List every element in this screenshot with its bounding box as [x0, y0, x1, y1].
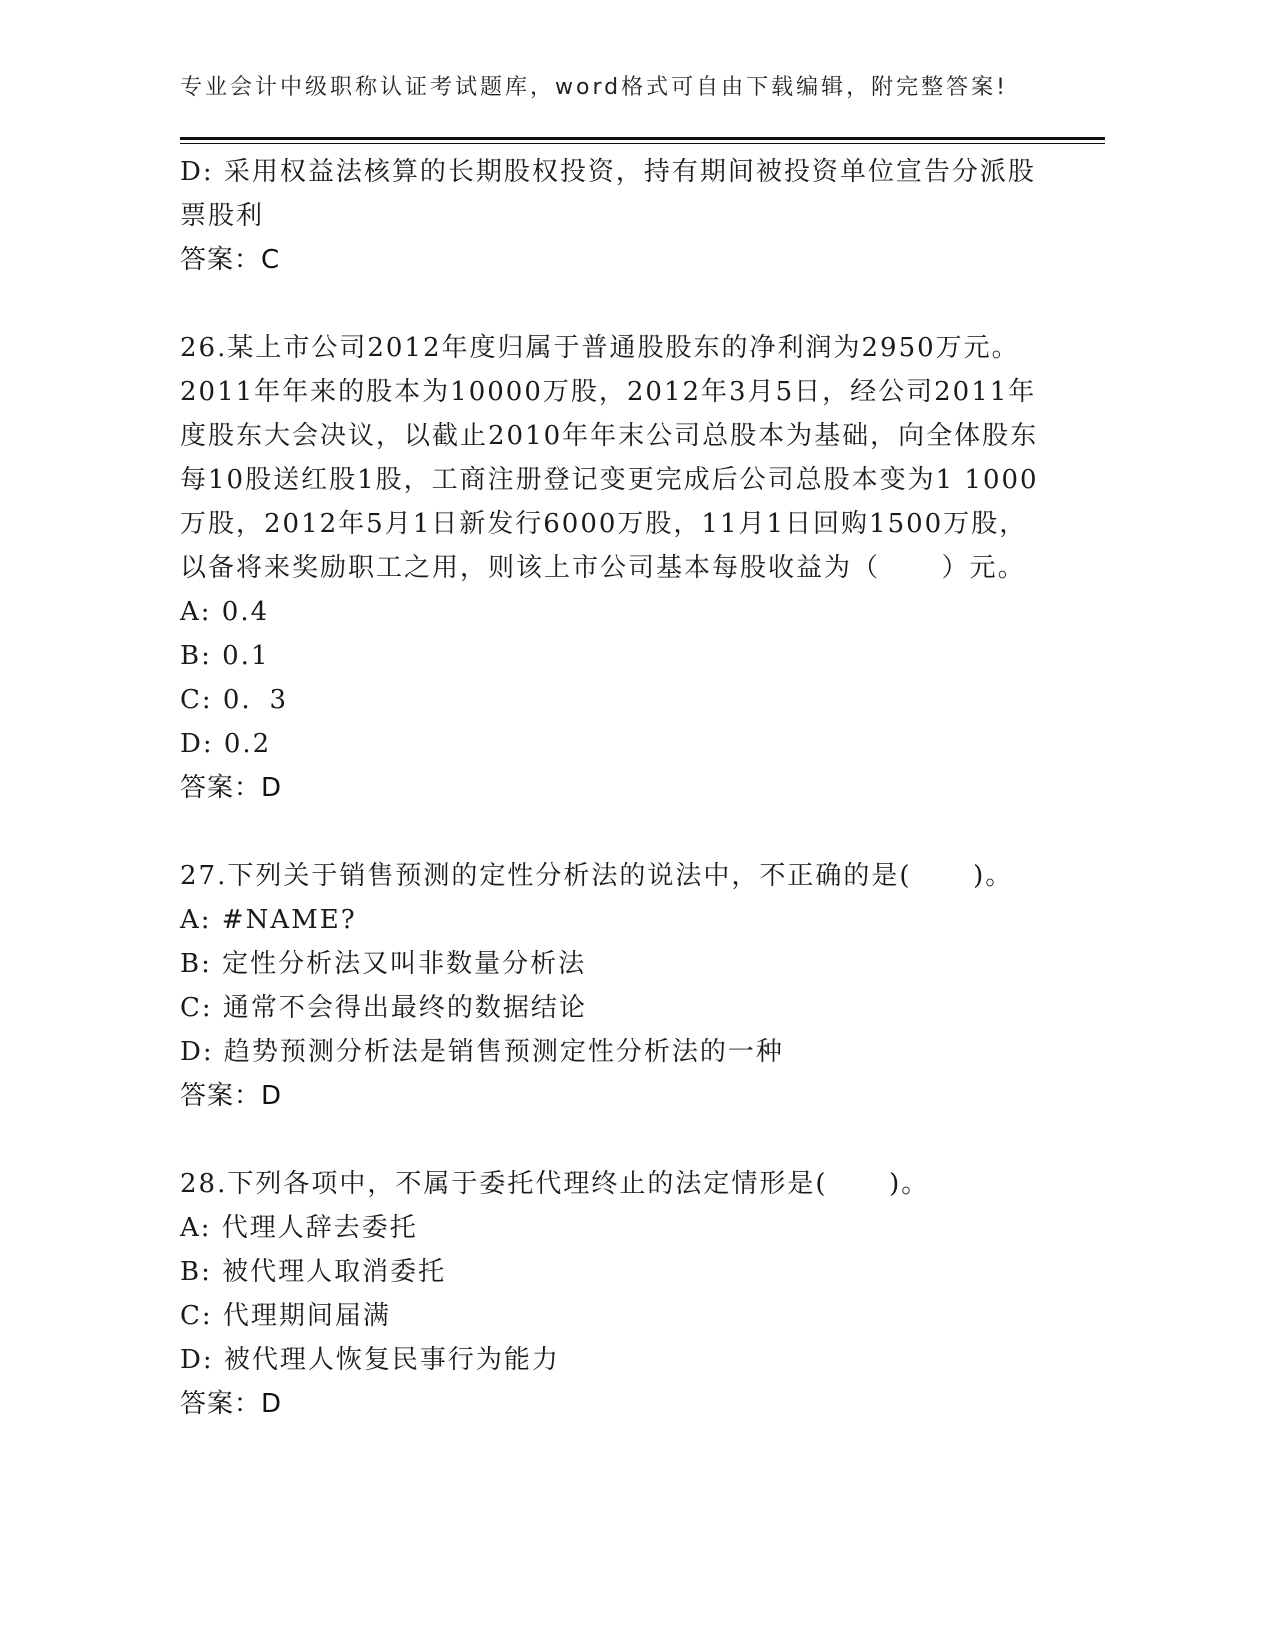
question-26 — [180, 326, 1060, 810]
option-c: C: 代理期间届满 — [180, 1301, 391, 1331]
spacer — [180, 810, 1060, 854]
question-stem-line: 以备将来奖励职工之用，则该上市公司基本每股收益为（ ）元。 — [180, 553, 1026, 583]
option-a: A: 代理人辞去委托 — [180, 1213, 418, 1243]
option-d: D: 被代理人恢复民事行为能力 — [180, 1345, 560, 1375]
option-c: C: 0．3 — [180, 685, 289, 715]
spacer — [180, 282, 1060, 326]
question-stem-line: 2011年年来的股本为10000万股，2012年3月5日，经公司2011年 — [180, 377, 1037, 407]
option-b: B: 定性分析法又叫非数量分析法 — [180, 949, 587, 979]
question-stem: 28.下列各项中，不属于委托代理终止的法定情形是( )。 — [180, 1169, 930, 1199]
option-a: A: 0.4 — [180, 597, 270, 627]
header-rule-thin — [180, 143, 1105, 144]
question-stem-line: 度股东大会决议，以截止2010年年末公司总股本为基础，向全体股东 — [180, 421, 1039, 451]
question-stem: 27.下列关于销售预测的定性分析法的说法中，不正确的是( )。 — [180, 861, 1014, 891]
question-stem-line: 万股，2012年5月1日新发行6000万股，11月1日回购1500万股， — [180, 509, 1028, 539]
option-d: D: 趋势预测分析法是销售预测定性分析法的一种 — [180, 1037, 784, 1067]
page-header: 专业会计中级职称认证考试题库，word格式可自由下载编辑，附完整答案! — [180, 75, 1008, 100]
option-d: D: 0.2 — [180, 729, 272, 759]
question-stem-line: 26.某上市公司2012年度归属于普通股股东的净利润为2950万元。 — [180, 333, 1020, 363]
option-d: D: 采用权益法核算的长期股权投资，持有期间被投资单位宣告分派股 — [180, 157, 1036, 187]
option-a: A: #NAME? — [180, 905, 357, 935]
option-c: C: 通常不会得出最终的数据结论 — [180, 993, 587, 1023]
question-content — [180, 150, 1060, 1426]
answer: 答案：D — [180, 773, 283, 803]
answer: 答案：D — [180, 1081, 283, 1111]
answer: 答案：D — [180, 1389, 283, 1419]
option-d-continued: 票股利 — [180, 201, 265, 231]
question-27 — [180, 854, 1060, 1118]
spacer — [180, 1118, 1060, 1162]
question-28 — [180, 1162, 1060, 1426]
header-rule-thick — [180, 137, 1105, 140]
answer: 答案：C — [180, 245, 281, 275]
previous-question — [180, 150, 1060, 282]
question-stem-line: 每10股送红股1股，工商注册登记变更完成后公司总股本变为1 1000 — [180, 465, 1039, 495]
option-b: B: 被代理人取消委托 — [180, 1257, 447, 1287]
option-b: B: 0.1 — [180, 641, 270, 671]
